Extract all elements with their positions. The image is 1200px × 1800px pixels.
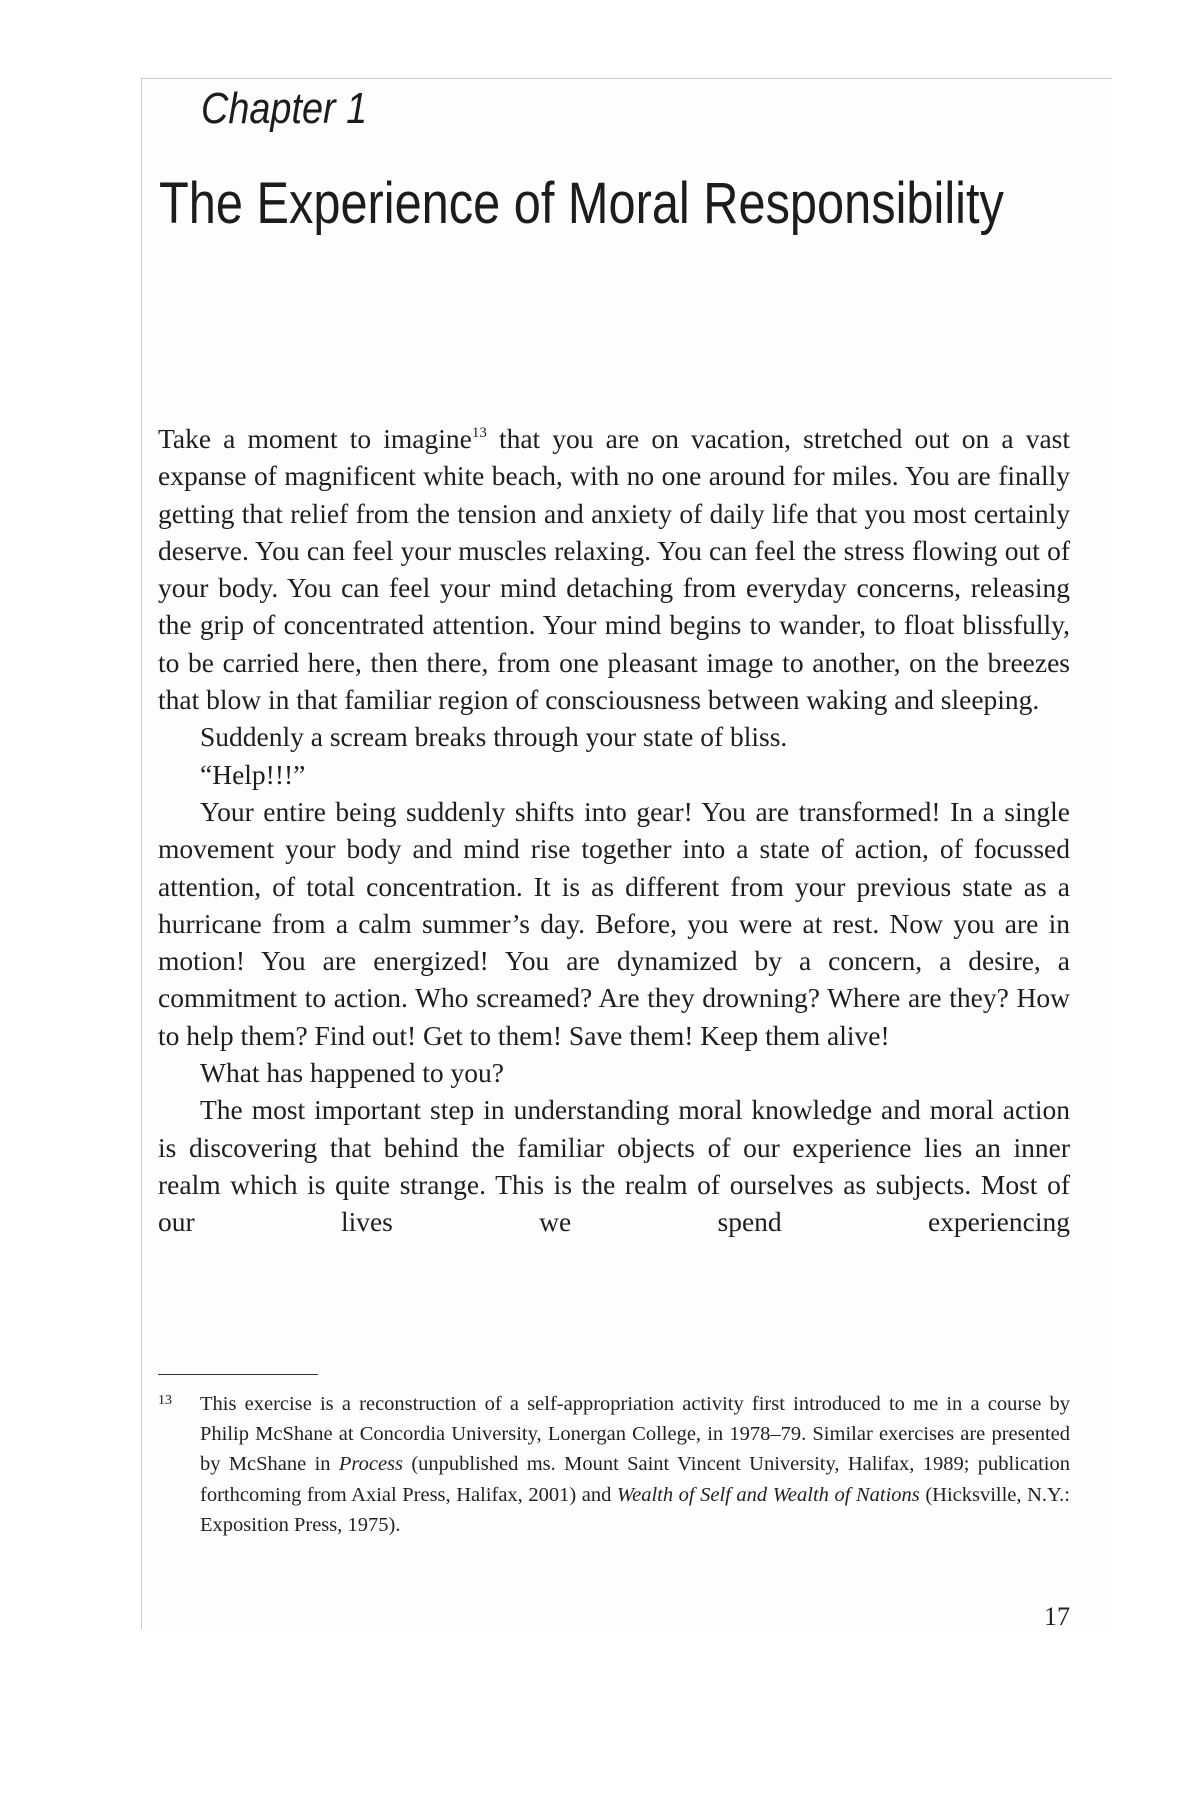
paragraph-1-start: Take a moment to imagine: [158, 423, 472, 454]
footnote-text-part1: This exercise is a reconstruction of a self-appropriation activity first introduced to me in a course by Philip McShane at Concordia University, Lonergan College, in 1978–79. Similar exercises are presented by McShane in: [200, 1393, 1070, 1476]
footnote-text-part3: (Hicksville, N.Y.: Exposition Press, 1975).: [200, 1483, 1070, 1536]
footnote-text: [200, 1389, 1070, 1540]
body-text: [158, 420, 1070, 1241]
paragraph-4: Your entire being suddenly shifts into gear! You are transformed! In a single movement your body and mind rise together into a state of action, of focussed attention, of total concentration. It is as different from your previous state as a hurricane from a calm summer’s day. Before, you were at rest. Now you are in motion! You are energized! You are dynamized by a concern, a desire, a commitment to action. Who screamed? Are they drowning? Where are they? How to help them? Find out! Get to them! Save them! Keep them alive!: [158, 795, 1070, 1051]
footnote-title-wealth: Wealth of Self and Wealth of Nations: [616, 1483, 920, 1506]
footnote-title-process: Process: [338, 1453, 404, 1476]
paragraph-6: The most important step in understanding moral knowledge and moral action is discovering that behind the familiar objects of our experience lies an inner realm which is quite strange. This is the realm of ourselves as subjects. Most of our lives we spend experiencing: [158, 1094, 1070, 1238]
footnote-reference-13[interactable]: 13: [471, 425, 487, 441]
chapter-label: Chapter 1: [201, 84, 368, 133]
paragraph-1-rest: that you are on vacation, stretched out on a vast expanse of magnificent white beach, with no one around for miles. You are finally getting that relief from the tension and anxiety of daily life that you most certainly deserve. You can feel your muscles relaxing. You can feel the stress flowing out of your body. You can feel your mind detaching from everyday concerns, releasing the grip of concentrated attention. Your mind begins to wander, to float blissfully, to be carried here, then there, from one pleasant image to another, on the breezes that blow in that familiar region of consciousness between waking and sleeping.: [158, 423, 1070, 716]
paragraph-3: “Help!!!”: [200, 758, 306, 790]
footnote-text-part2: (unpublished ms. Mount Saint Vincent University, Halifax, 1989; publication forthcoming from Axial Press, Halifax, 2001) and: [200, 1453, 1071, 1506]
paragraph-2: Suddenly a scream breaks through your state of bliss.: [200, 721, 788, 753]
paragraph-5: What has happened to you?: [200, 1057, 504, 1089]
paragraph-1: [158, 420, 1070, 718]
footnote-13: [158, 1389, 1070, 1540]
footnote-separator: [158, 1374, 318, 1375]
page-number: 17: [1044, 1602, 1070, 1631]
chapter-title: The Experience of Moral Responsibility: [159, 171, 1004, 236]
footnote-number: 13: [158, 1393, 172, 1408]
